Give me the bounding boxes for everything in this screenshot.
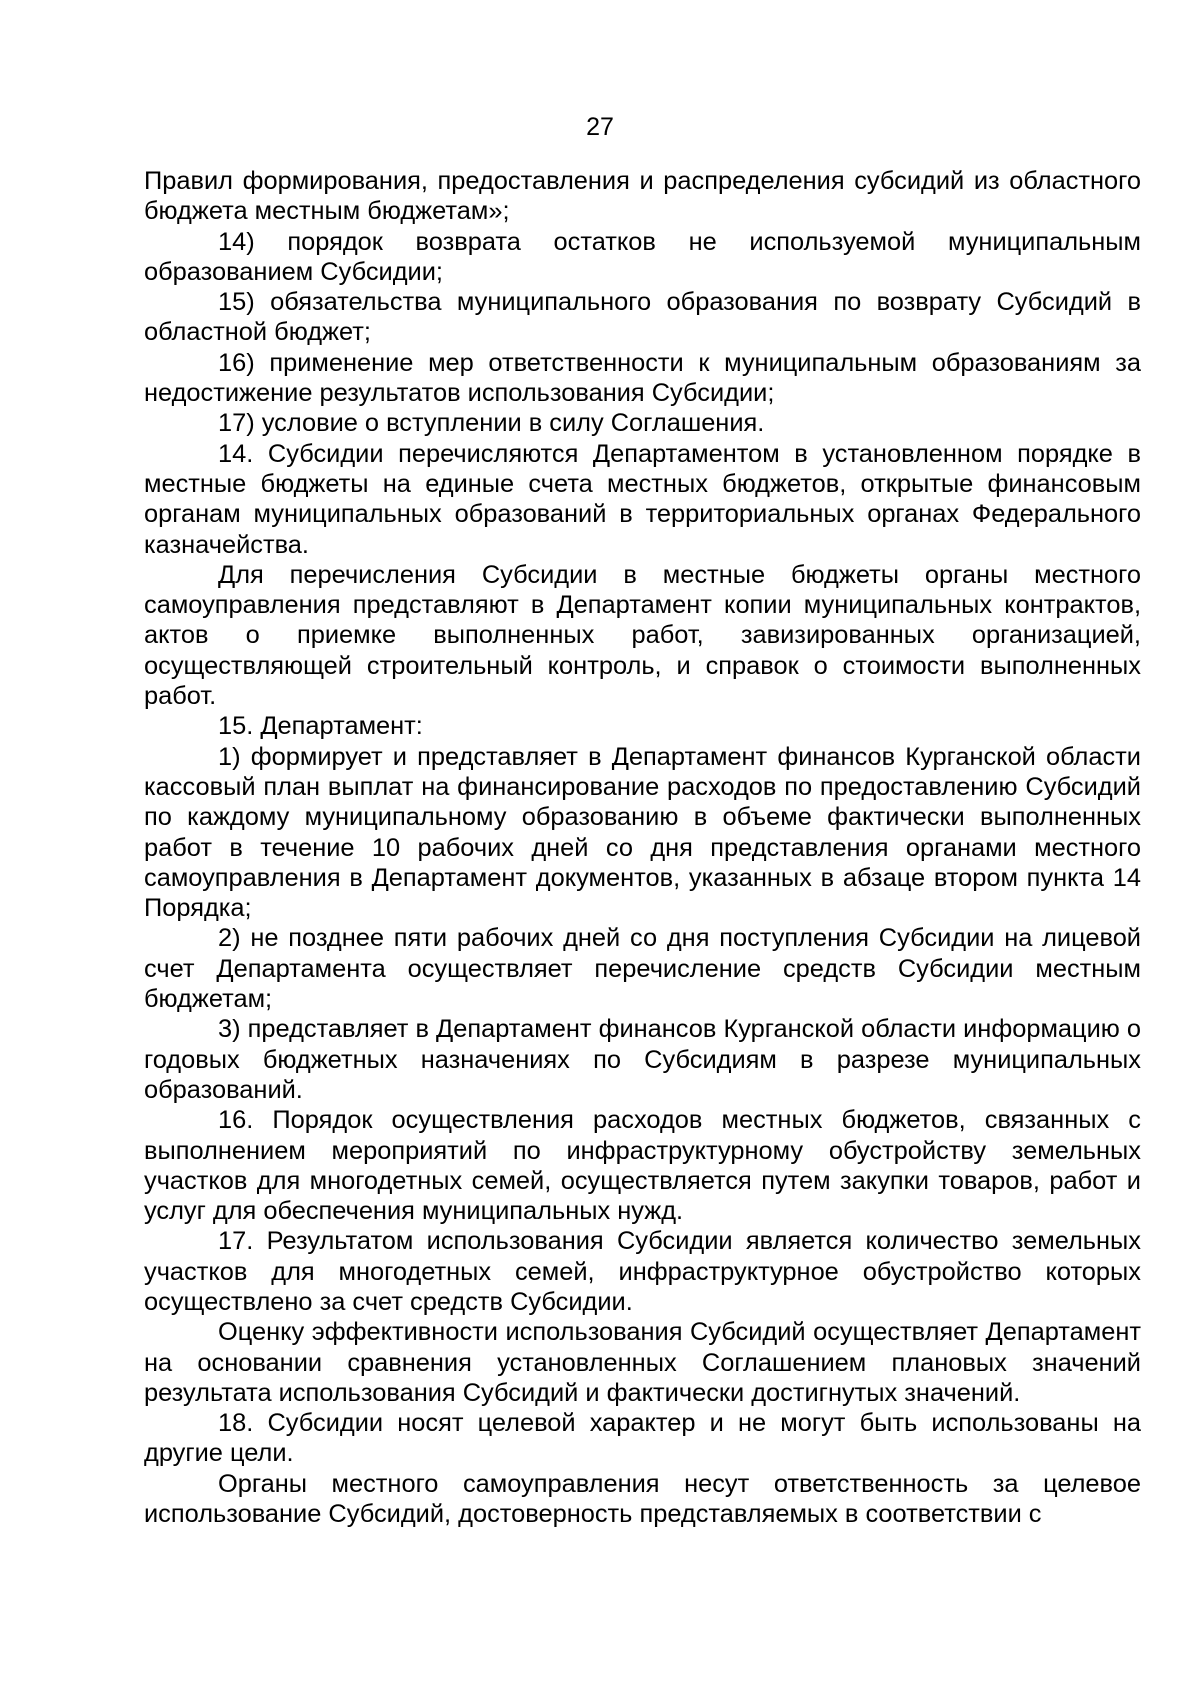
paragraph-item-14: 14) порядок возврата остатков не используемой муниципальным образованием Субсидии; (144, 227, 1141, 286)
paragraph-item-15: 15) обязательства муниципального образования по возврату Субсидий в областной бюджет; (144, 288, 1141, 347)
paragraph-clause-14: 14. Субсидии перечисляются Департаментом в установленном порядке в местные бюджеты на единые счета местных бюджетов, открытые финансовым органам муниципальных образований в территориальных органах Федерального казначейства. (144, 439, 1141, 559)
paragraph-clause-15: 15. Департамент: (218, 712, 423, 741)
paragraph-clause-17-second: Оценку эффективности использования Субсидий осуществляет Департамент на основании сравнения установленных Соглашением плановых значений результата использования Субсидий и фактически достигнутых значений. (144, 1318, 1141, 1407)
paragraph-clause-18-second: Органы местного самоуправления несут ответственность за целевое использование Субсидий, достоверность представляемых в соответствии с (144, 1469, 1141, 1529)
paragraph-continuation: Правил формирования, предоставления и распределения субсидий из областного бюджета местным бюджетам»; (144, 167, 1141, 226)
paragraph-clause-15-item-2: 2) не позднее пяти рабочих дней со дня поступления Субсидии на лицевой счет Департамента осуществляет перечисление средств Субсидии местным бюджетам; (144, 924, 1141, 1014)
paragraph-clause-15-item-3: 3) представляет в Департамент финансов Курганской области информацию о годовых бюджетных назначениях по Субсидиям в разрезе муниципальных образований. (144, 1015, 1141, 1104)
paragraph-clause-18: 18. Субсидии носят целевой характер и не могут быть использованы на другие цели. (144, 1409, 1141, 1468)
paragraph-item-17: 17) условие о вступлении в силу Соглашения. (218, 409, 765, 438)
paragraph-clause-16: 16. Порядок осуществления расходов местных бюджетов, связанных с выполнением мероприятий по инфраструктурному обустройству земельных участков для многодетных семей, осуществляется путем закупки товаров, работ и услуг для обеспечения муниципальных нужд. (144, 1106, 1141, 1226)
paragraph-item-16: 16) применение мер ответственности к муниципальным образованиям за недостижение результатов использования Субсидии; (144, 348, 1141, 408)
paragraph-clause-15-item-1: 1) формирует и представляет в Департамент финансов Курганской области кассовый план выплат на финансирование расходов по предоставлению Субсидий по каждому муниципальному образованию в объеме фактически выполненных работ в течение 10 рабочих дней со дня представления органами местного самоуправления в Департамент документов, указанных в абзаце втором пункта 14 Порядка; (144, 742, 1141, 923)
paragraph-clause-14-second: Для перечисления Субсидии в местные бюджеты органы местного самоуправления представляют в Департамент копии муниципальных контрактов, актов о приемке выполненных работ, завизированных организацией, осуществляющей строительный контроль, и справок о стоимости выполненных работ. (144, 560, 1141, 711)
paragraph-clause-17: 17. Результатом использования Субсидии является количество земельных участков для многодетных семей, инфраструктурное обустройство которых осуществлено за счет средств Субсидии. (144, 1227, 1141, 1316)
document-body (144, 166, 1141, 1529)
page-number: 27 (586, 113, 614, 141)
